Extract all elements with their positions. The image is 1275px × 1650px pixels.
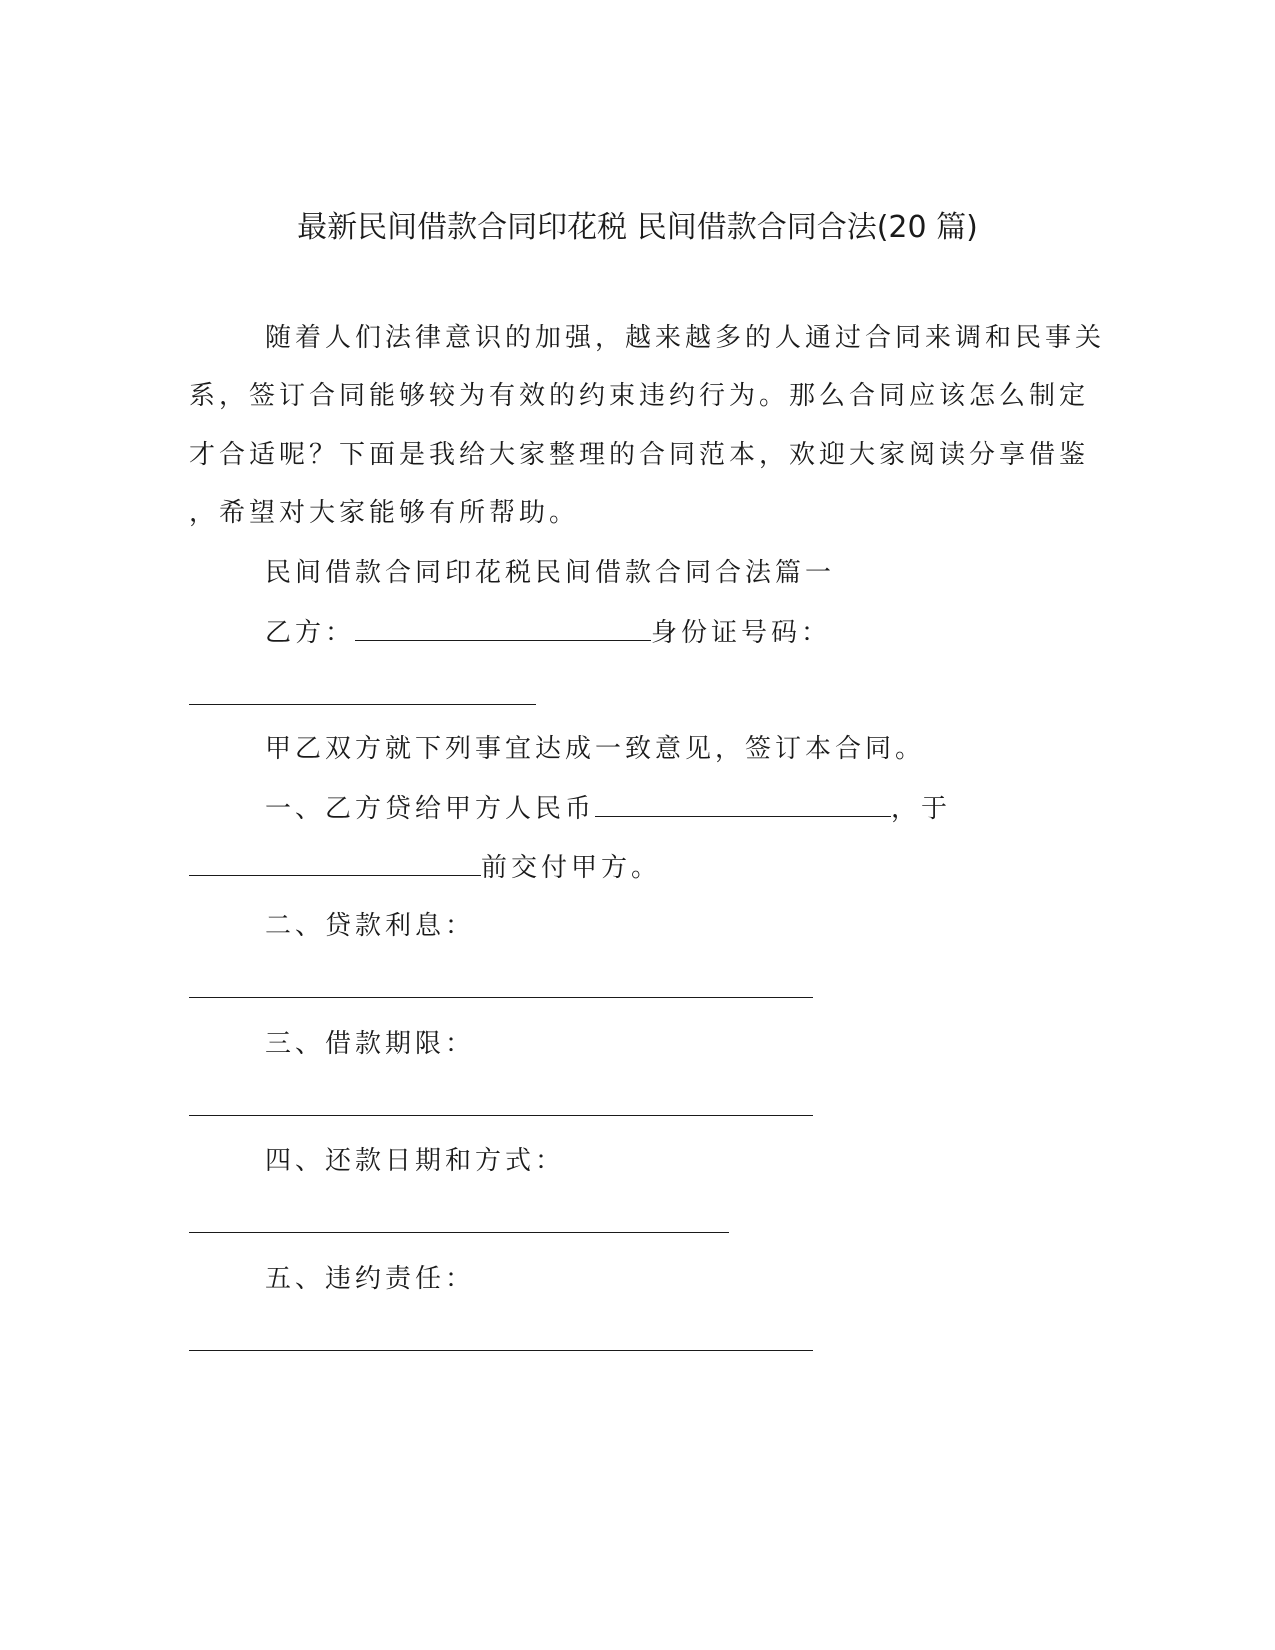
loan-amount-blank (595, 790, 891, 817)
liability-blank (189, 1350, 813, 1351)
intro-paragraph-line-1: 随着人们法律意识的加强，越来越多的人通过合同来调和民事关 (265, 323, 1106, 353)
clause-1-row (265, 790, 951, 827)
clause-4-repayment: 四、还款日期和方式： (265, 1146, 566, 1176)
intro-paragraph-line-2: 系，签订合同能够较为有效的约束违约行为。那么合同应该怎么制定 (189, 381, 1090, 411)
party-b-label: 乙方： (265, 618, 356, 648)
clause-2-interest: 二、贷款利息： (265, 911, 476, 941)
clause-1-continued-row (189, 849, 661, 886)
document-title: 最新民间借款合同印花税 民间借款合同合法(20 篇) (297, 210, 978, 245)
clause-1-prefix: 一、乙方贷给甲方人民币 (265, 794, 596, 824)
party-b-name-blank (355, 614, 651, 641)
intro-paragraph-line-4: ，希望对大家能够有所帮助。 (189, 498, 580, 528)
clause-3-term: 三、借款期限： (265, 1029, 476, 1059)
delivery-date-blank (189, 849, 481, 876)
clause-1-suffix: 前交付甲方。 (481, 853, 662, 883)
intro-paragraph-line-3: 才合适呢？下面是我给大家整理的合同范本，欢迎大家阅读分享借鉴 (189, 440, 1090, 470)
clause-1-middle: ，于 (891, 794, 952, 824)
term-blank (189, 1115, 813, 1116)
id-number-label: 身份证号码： (651, 618, 832, 648)
repayment-blank (189, 1232, 729, 1233)
clause-5-liability: 五、违约责任： (265, 1264, 476, 1294)
id-number-blank (189, 704, 536, 705)
section-heading: 民间借款合同印花税民间借款合同合法篇一 (265, 558, 836, 588)
party-b-row (265, 614, 831, 651)
interest-blank (189, 997, 813, 998)
agreement-statement: 甲乙双方就下列事宜达成一致意见，签订本合同。 (265, 734, 926, 764)
